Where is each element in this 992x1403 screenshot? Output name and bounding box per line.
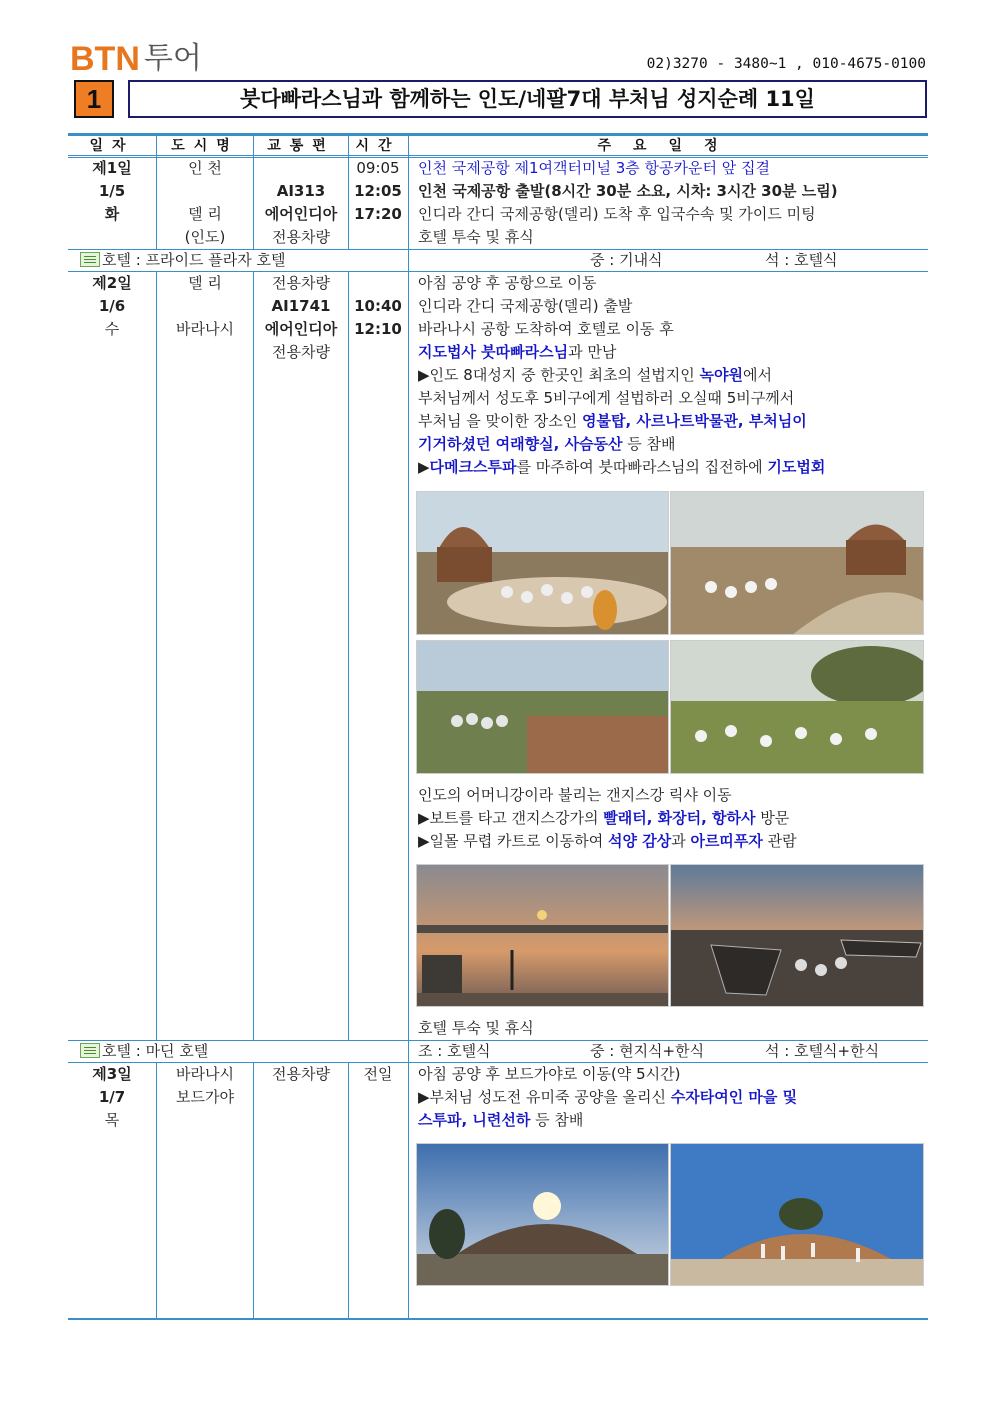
col-line-2c	[253, 1063, 254, 1318]
day1-weekday: 화	[104, 205, 120, 223]
col-header-date: 일자	[89, 138, 135, 154]
day1-meal-lunch: 중 : 기내식	[590, 251, 663, 269]
day2-bus-2: 전용차량	[272, 343, 330, 361]
day1-sched-4: 호텔 투숙 및 휴식	[418, 228, 534, 246]
day3-bus: 전용차량	[272, 1065, 330, 1083]
day3-weekday: 목	[104, 1111, 120, 1129]
day1-city-delhi: 델 리	[188, 205, 222, 223]
day1-sched-2: 인천 국제공항 출발(8시간 30분 소요, 시차: 3시간 30분 느림)	[418, 182, 838, 200]
day1-flight: AI313	[276, 182, 326, 200]
photo-sarnath-lawn-gathering	[670, 640, 924, 774]
day2-label: 제2일	[92, 274, 132, 292]
t: ▶	[418, 458, 430, 476]
place-name: 항하사	[712, 809, 756, 827]
t: 에서	[743, 366, 772, 384]
day2-meal-breakfast: 조 : 호텔식	[418, 1042, 491, 1060]
col-line-1b	[156, 272, 157, 1040]
place-name: 니련선하	[472, 1111, 531, 1129]
table-top-border	[68, 133, 928, 136]
photo-sujata-stupa-sunrise	[416, 1143, 669, 1286]
t: 관람	[762, 832, 797, 850]
photo-ganges-sunset-boat	[416, 864, 669, 1007]
day2-sched-7	[418, 410, 807, 433]
contact-phone: 02)3270 - 3480~1 , 010-4675-0100	[646, 56, 926, 72]
day3-city-bodhgaya: 보드가야	[176, 1088, 234, 1106]
day2-sched-5	[418, 364, 772, 387]
t: ,	[646, 809, 658, 827]
itinerary-title: 붓다빠라스님과 함께하는 인도/네팔7대 부처님 성지순례 11일	[128, 80, 927, 118]
day1-hotel-text: 호텔 : 프라이드 플라자 호텔	[102, 251, 286, 269]
place-name: 스투파	[418, 1111, 462, 1129]
day3-date: 1/7	[98, 1088, 126, 1106]
col-header-time: 시간	[355, 138, 401, 154]
t: 를 마주하여 붓따빠라스님의 집전하에	[516, 458, 768, 476]
t: 등 참배	[622, 435, 676, 453]
t: ,	[553, 435, 565, 453]
day3-label: 제3일	[92, 1065, 132, 1083]
day2-city-delhi: 델 리	[188, 274, 222, 292]
place-name: 석양 감상	[608, 832, 672, 850]
table-bottom-border	[68, 1318, 928, 1320]
day2-sched-8	[418, 433, 676, 456]
day1-date: 1/5	[98, 182, 126, 200]
day2-hotel-text: 호텔 : 마딘 호텔	[102, 1042, 209, 1060]
photo-sarnath-prostration	[670, 491, 924, 635]
place-name: 영불탑	[581, 412, 626, 430]
day1-meal-dinner: 석 : 호텔식	[765, 251, 838, 269]
day2-sched-1: 아침 공양 후 공항으로 이동	[418, 274, 597, 292]
day1-airline: 에어인디아	[264, 205, 338, 223]
t: ▶일몰 무렵 카트로 이동하여	[418, 832, 608, 850]
day1-time-2: 12:05	[354, 182, 402, 200]
day2-sched-4-rest: 과 만남	[568, 343, 617, 361]
place-name: 화장터	[657, 809, 702, 827]
day3-time: 전일	[363, 1065, 393, 1083]
day1-time-3: 17:20	[354, 205, 402, 223]
day2-sched-12	[418, 830, 797, 853]
day2-bus-1: 전용차량	[272, 274, 330, 292]
place-name: 다메크스투파	[429, 458, 517, 476]
col-line-2b	[253, 272, 254, 1040]
t: ,	[625, 412, 637, 430]
day3-sched-2	[418, 1086, 797, 1109]
day2-sched-9	[418, 456, 825, 479]
t: 방문	[755, 809, 790, 827]
hotel-icon	[80, 252, 100, 267]
day2-weekday: 수	[104, 320, 120, 338]
place-name: 빨래터	[603, 809, 647, 827]
place-name: 수자타여인 마을 및	[670, 1088, 798, 1106]
place-name: 아르띠푸자	[690, 832, 763, 850]
day1-bus: 전용차량	[272, 228, 330, 246]
day1-sched-1: 인천 국제공항 제1여객터미널 3층 항공카운터 앞 집결	[418, 159, 770, 177]
day2-time-2: 12:10	[354, 320, 402, 338]
guide-monk-name: 지도법사 붓따빠라스님	[418, 343, 569, 361]
t: 과	[671, 832, 691, 850]
t: ,	[461, 1111, 473, 1129]
day2-flight: AI1741	[271, 297, 331, 315]
day2-sched-10: 인도의 어머니강이라 불리는 갠지스강 릭샤 이동	[418, 786, 732, 804]
photo-sarnath-ruins-group	[416, 640, 669, 774]
place-name: 부처님이	[748, 412, 807, 430]
t: ,	[701, 809, 713, 827]
day1-label: 제1일	[92, 159, 132, 177]
day2-city-varanasi: 바라나시	[176, 320, 234, 338]
sarnath-deer-park: 녹야원	[699, 366, 744, 384]
logo-brand: BTN	[70, 40, 140, 78]
day2-time-1: 10:40	[354, 297, 402, 315]
hotel-icon	[80, 1043, 100, 1058]
btn-tour-logo	[70, 40, 202, 76]
day2-meal-dinner: 석 : 호텔식+한식	[765, 1042, 880, 1060]
prayer-service: 기도법회	[767, 458, 826, 476]
place-name: 기거하셨던 여래향실	[418, 435, 554, 453]
col-header-transport: 교통편	[267, 138, 335, 154]
t: 등 참배	[530, 1111, 584, 1129]
day3-sched-1: 아침 공양 후 보드가야로 이동(약 5시간)	[418, 1065, 681, 1083]
day2-sched-11	[418, 807, 789, 830]
place-name: 사슴동산	[564, 435, 623, 453]
day2-sched-13: 호텔 투숙 및 휴식	[418, 1019, 534, 1037]
day1-time-1: 09:05	[356, 159, 400, 177]
col-line-3b	[348, 272, 349, 1040]
day2-hotel	[80, 1040, 208, 1063]
day2-date: 1/6	[98, 297, 126, 315]
day1-sched-3: 인디라 간디 국제공항(델리) 도착 후 입국수속 및 가이드 미팅	[418, 205, 816, 223]
col-line-4	[408, 136, 409, 1318]
day2-sched-3: 바라나시 공항 도착하여 호텔로 이동 후	[418, 320, 674, 338]
t: 부처님 을 맞이한 장소인	[418, 412, 582, 430]
day1-city-incheon: 인 천	[188, 159, 222, 177]
day1-hotel	[80, 249, 286, 272]
t: ▶인도 8대성지 중 한곳인 최초의 설법지인	[418, 366, 700, 384]
itinerary-number-badge: 1	[74, 80, 114, 118]
day2-airline: 에어인디아	[264, 320, 338, 338]
t: ,	[737, 412, 749, 430]
day2-sched-6: 부처님께서 성도후 5비구에게 설법하러 오실때 5비구께서	[418, 389, 795, 407]
logo-suffix: 투어	[143, 41, 202, 76]
col-header-city: 도시명	[171, 138, 239, 154]
day1-country: (인도)	[184, 228, 226, 246]
day2-sched-4	[418, 341, 616, 364]
t: ▶부처님 성도전 유미죽 공양을 올리신	[418, 1088, 671, 1106]
day2-sched-2: 인디라 간디 국제공항(델리) 출발	[418, 297, 633, 315]
place-name: 사르나트박물관	[636, 412, 738, 430]
photo-sujata-stupa-visitors	[670, 1143, 924, 1286]
col-header-schedule: 주요일정	[597, 138, 740, 154]
day3-sched-3	[418, 1109, 583, 1132]
col-line-3c	[348, 1063, 349, 1318]
photo-ganges-boats-crowd	[670, 864, 924, 1007]
day2-meal-lunch: 중 : 현지식+한식	[590, 1042, 705, 1060]
photo-sarnath-stupa-prayer	[416, 491, 669, 635]
day3-city-varanasi: 바라나시	[176, 1065, 234, 1083]
t: ▶보트를 타고 갠지스강가의	[418, 809, 604, 827]
